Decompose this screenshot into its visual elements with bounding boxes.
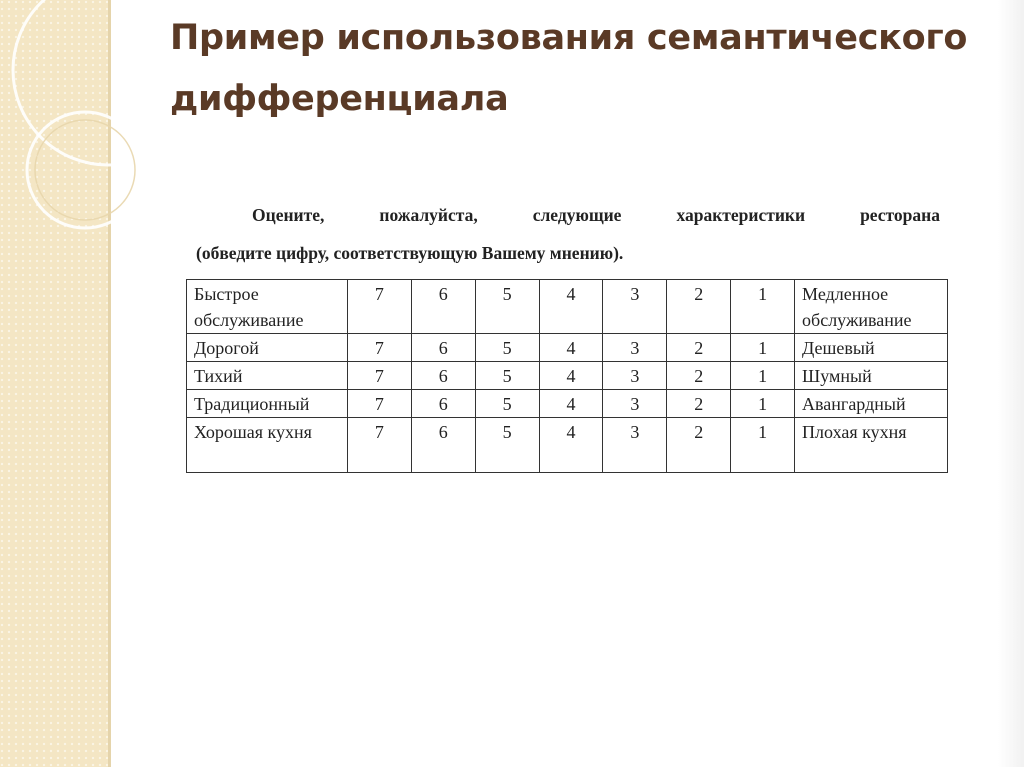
score-cell[interactable]: 4 [539, 280, 603, 334]
left-attribute: Дорогой [187, 334, 348, 362]
score-cell[interactable]: 2 [667, 334, 731, 362]
table-row [187, 390, 948, 418]
score-cell[interactable]: 7 [347, 280, 411, 334]
score-cell[interactable]: 2 [667, 390, 731, 418]
score-cell[interactable]: 1 [731, 390, 795, 418]
score-cell[interactable]: 7 [347, 418, 411, 473]
score-cell[interactable]: 5 [475, 334, 539, 362]
left-attribute: Традиционный [187, 390, 348, 418]
page-shadow [998, 0, 1024, 767]
decorative-circles-icon [0, 0, 140, 320]
score-cell[interactable]: 5 [475, 362, 539, 390]
score-cell[interactable]: 6 [411, 390, 475, 418]
score-cell[interactable]: 1 [731, 280, 795, 334]
score-cell[interactable]: 3 [603, 334, 667, 362]
score-cell[interactable]: 4 [539, 418, 603, 473]
score-cell[interactable]: 2 [667, 280, 731, 334]
score-cell[interactable]: 3 [603, 418, 667, 473]
score-cell[interactable]: 3 [603, 362, 667, 390]
score-cell[interactable]: 5 [475, 390, 539, 418]
right-attribute: Дешевый [795, 334, 948, 362]
score-cell[interactable]: 5 [475, 418, 539, 473]
table-row [187, 418, 948, 473]
score-cell[interactable]: 1 [731, 362, 795, 390]
score-cell[interactable]: 3 [603, 390, 667, 418]
score-cell[interactable]: 3 [603, 280, 667, 334]
score-cell[interactable]: 5 [475, 280, 539, 334]
right-attribute: Шумный [795, 362, 948, 390]
score-cell[interactable]: 4 [539, 334, 603, 362]
semantic-differential-table [186, 279, 948, 473]
table-row [187, 362, 948, 390]
left-attribute: Хорошая кухня [187, 418, 348, 473]
left-attribute: Быстрое обслуживание [187, 280, 348, 334]
score-cell[interactable]: 2 [667, 418, 731, 473]
score-cell[interactable]: 2 [667, 362, 731, 390]
score-cell[interactable]: 1 [731, 418, 795, 473]
score-cell[interactable]: 7 [347, 390, 411, 418]
score-cell[interactable]: 1 [731, 334, 795, 362]
score-cell[interactable]: 7 [347, 362, 411, 390]
instruction-text [196, 196, 940, 272]
instruction-line-1: Оцените, пожалуйста, следующие характеристики ресторана [252, 205, 940, 225]
right-attribute: Плохая кухня [795, 418, 948, 473]
left-attribute: Тихий [187, 362, 348, 390]
score-cell[interactable]: 6 [411, 418, 475, 473]
table-row [187, 334, 948, 362]
score-cell[interactable]: 4 [539, 390, 603, 418]
right-attribute: Авангардный [795, 390, 948, 418]
slide-title: Пример использования семантического дифференциала [170, 18, 968, 119]
table-row [187, 280, 948, 334]
score-cell[interactable]: 6 [411, 334, 475, 362]
score-cell[interactable]: 6 [411, 362, 475, 390]
score-cell[interactable]: 7 [347, 334, 411, 362]
right-attribute: Медленное обслуживание [795, 280, 948, 334]
score-cell[interactable]: 4 [539, 362, 603, 390]
score-cell[interactable]: 6 [411, 280, 475, 334]
instruction-line-2: (обведите цифру, соответствующую Вашему мнению). [196, 243, 624, 263]
